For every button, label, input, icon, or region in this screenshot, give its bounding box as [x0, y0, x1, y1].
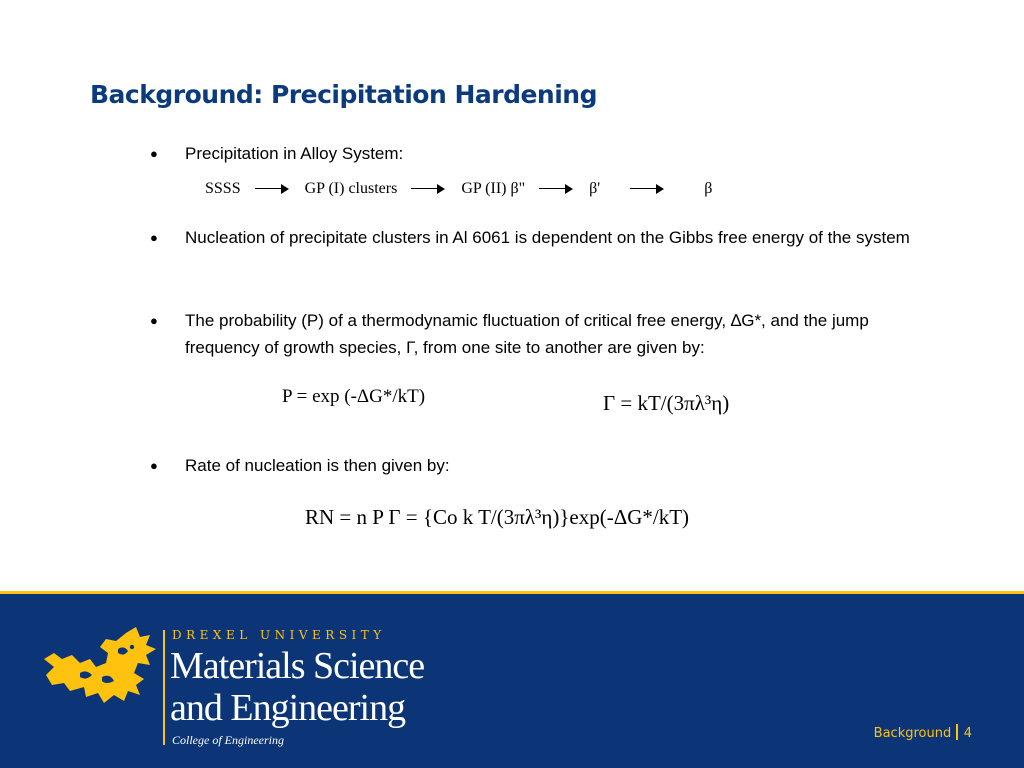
logo-divider [163, 630, 165, 745]
page-number: 4 [963, 726, 972, 741]
college-name: College of Engineering [172, 733, 284, 747]
bullet-text: The probability (P) of a thermodynamic fluctuation of critical free energy, ∆G*, and the jump frequency of growth species, Γ, from one site to another are given by: [185, 311, 869, 357]
arrow-right-icon [255, 184, 289, 194]
department-line: and Engineering [170, 687, 406, 729]
sequence-step: β [704, 180, 713, 197]
slide-title: Background: Precipitation Hardening [90, 80, 597, 109]
sequence-step: β' [589, 180, 601, 197]
arrow-right-icon [630, 184, 664, 194]
department-line: Materials Science [170, 645, 425, 687]
bullet-marker: ● [150, 458, 158, 473]
sequence-step: GP (I) clusters [304, 180, 398, 197]
page-footer [874, 724, 972, 741]
department-name [170, 645, 480, 729]
nucleation-rate-equation: RN = n P Γ = {Co k T/(3πλ³η)}exp(-ΔG*/kT) [305, 505, 690, 529]
section-label: Background [873, 726, 952, 741]
bullet-marker: ● [150, 230, 158, 245]
probability-equation: P = exp (-ΔG*/kT) [282, 386, 426, 407]
arrow-right-icon [539, 184, 573, 194]
jump-frequency-equation: Γ = kT/(3πλ³η) [603, 391, 730, 415]
footer-separator [956, 724, 958, 740]
bullet-text: Rate of nucleation is then given by: [185, 456, 450, 475]
arrow-right-icon [411, 184, 445, 194]
precipitation-sequence [205, 180, 712, 198]
bullet-text: Precipitation in Alloy System: [185, 144, 404, 163]
university-name: DREXEL UNIVERSITY [172, 628, 386, 642]
bullet-marker: ● [150, 146, 158, 161]
sequence-step: GP (II) β" [461, 180, 526, 197]
bullet-text: Nucleation of precipitate clusters in Al 6061 is dependent on the Gibbs free energy of the system [185, 228, 910, 247]
bullet-marker: ● [150, 313, 158, 328]
drexel-dragon-icon [40, 625, 160, 715]
sequence-step: SSSS [205, 180, 241, 197]
